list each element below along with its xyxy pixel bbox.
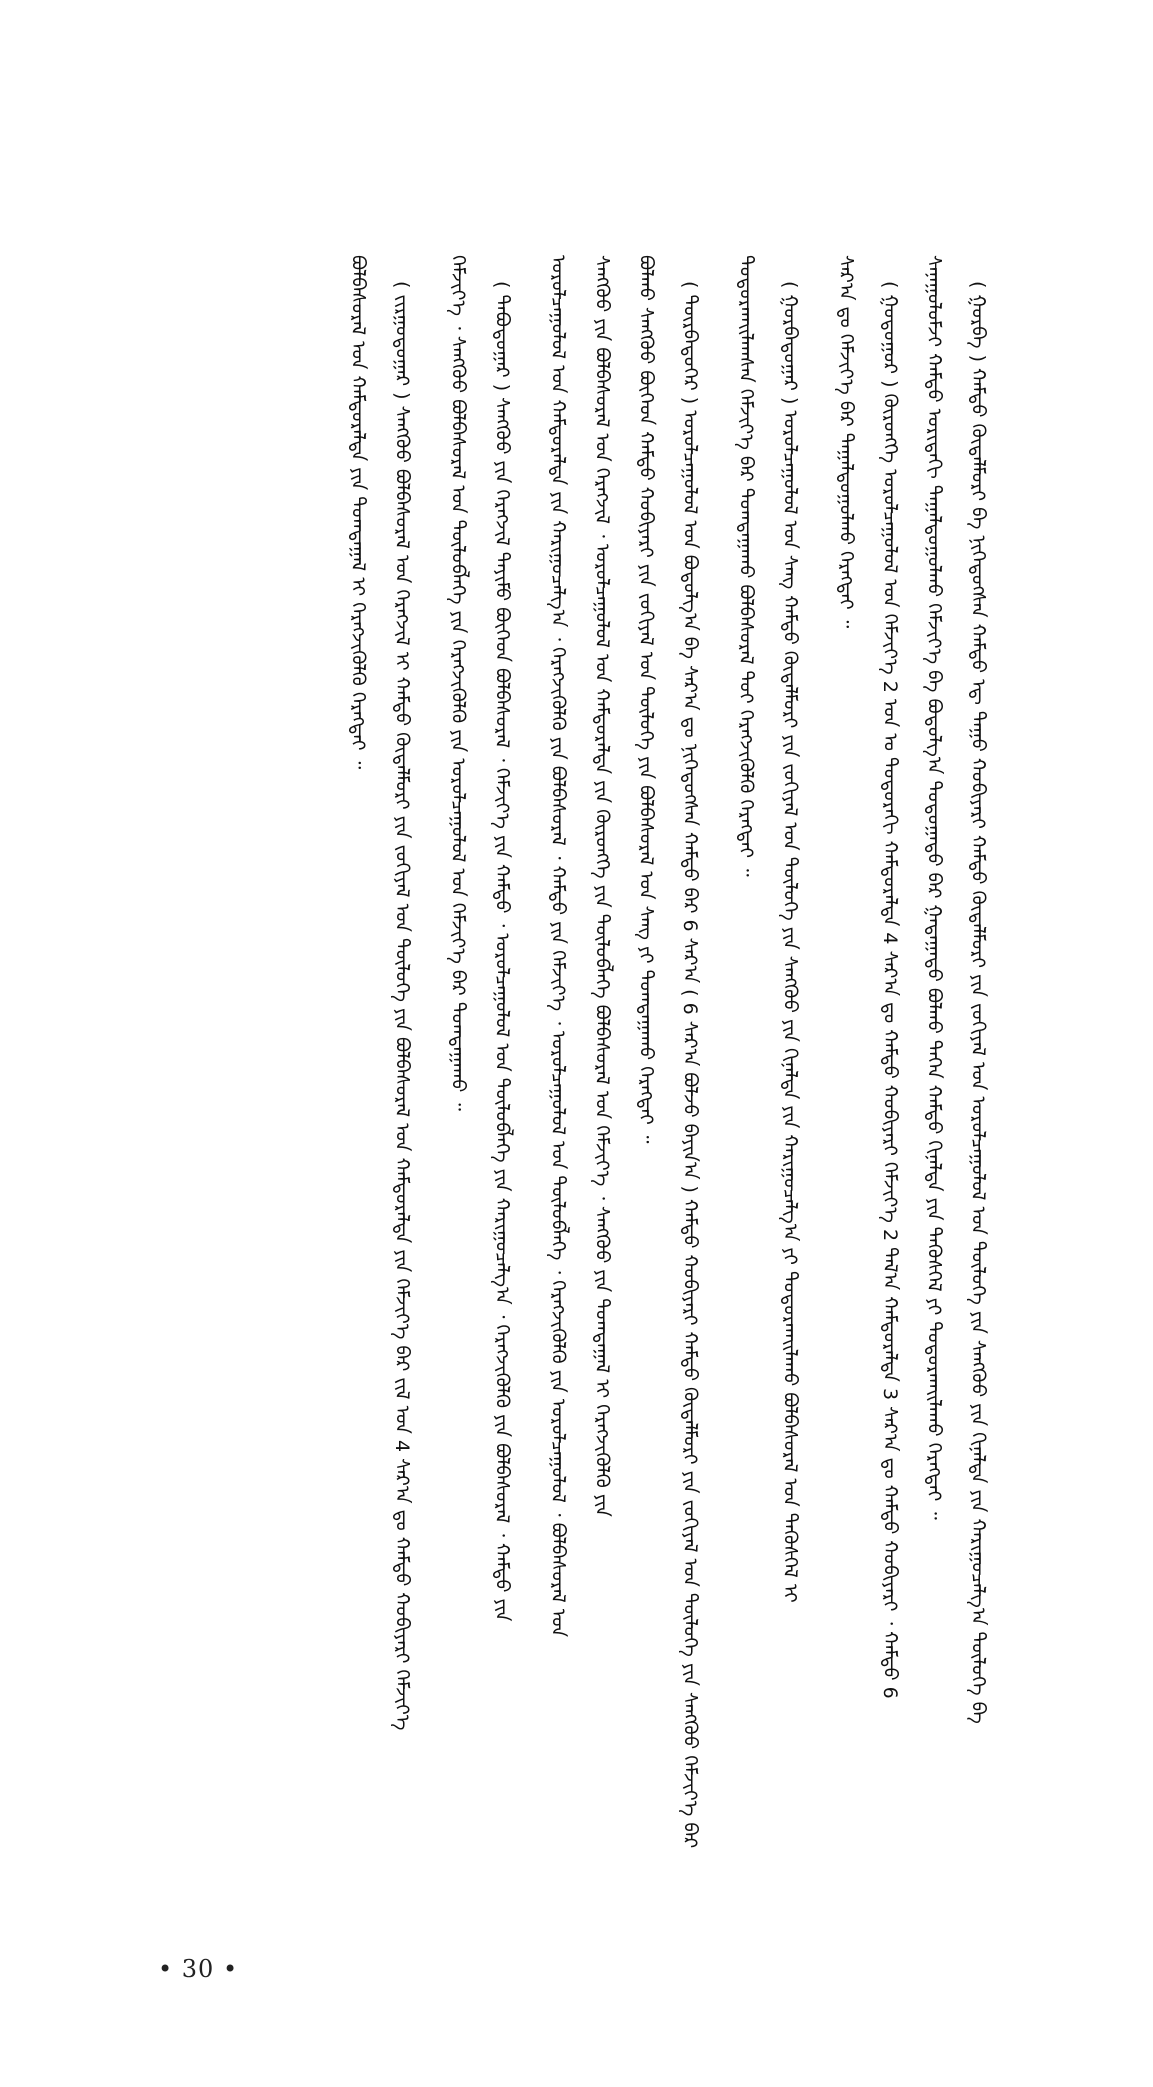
text-column — [912, 255, 956, 1895]
text-line: ᠲᠣᠳᠤᠷᠬᠠᠢᠯᠠᠭᠰᠠᠨ ᠬᠡᠮᠵᠢᠶ᠎ᠡ ᠪᠠᠷ ᠲᠣᠭᠲᠠᠭᠠᠬᠤ ᠪᠣᠯᠪᠠᠰᠤᠷᠠᠯ ᠲᠣᠢ ᠬᠡᠷᠡᠭᠵᠢᠭᠦᠯᠬᠦ ᠬᠡᠷᠡᠭᠲᠡᠢ ᠃ — [735, 255, 757, 877]
text-line: ᠰᠠᠷ᠎ᠠ ᠳᠤ ᠬᠡᠮᠵᠢᠶ᠎ᠡ ᠪᠡᠷ ᠳᠠᠭᠠᠯᠳᠤᠭᠤᠯᠬᠤ ᠬᠡᠷᠡᠭᠲᠡᠢ ᠃ — [835, 255, 857, 629]
text-line: ᠰᠠᠨᠠᠭᠤᠯᠤᠮᠵᠢ ᠬᠠᠮᠲᠤ ᠤᠷᠢᠳᠠᠬᠢ ᠳᠠᠭᠠᠯᠳᠤᠭᠤᠯᠬᠤ ᠬᠡᠮᠵᠢᠶ᠎ᠡ ᠪᠠ ᠪᠣᠳᠤᠯᠭ᠎ᠠ ᠳᠣᠳᠣᠭᠠᠳᠤ ᠪᠠᠷ ᠭᠠᠳᠠᠭᠠᠳᠤ ᠪᠣᠯᠬᠤ ᠳᠡᠭᠡᠨ ᠬᠠᠮᠲᠤ ᠬᠢᠨᠠᠯᠲᠠ ᠶᠢᠨ ᠲᠡᠭᠦᠰᠬᠡᠯ ᠶᠢ ᠲᠣᠳᠤᠷᠬᠠᠢᠯᠠᠬᠤ ᠬᠡᠷᠡᠭᠲᠡᠶ ᠃ — [923, 255, 945, 1520]
vertical-text-block — [140, 255, 1000, 1895]
text-line: ( ᠵᠢᠷᠭᠤᠳᠤᠭᠠᠷ ) ᠰᠠᠩᠬᠦᠦ ᠪᠣᠯᠪᠠᠰᠤᠷᠠᠯ ᠤᠨ ᠬᠡᠷᠡᠭᠵᠢᠯ ᠢ ᠬᠠᠮᠲᠤ ᠬᠥᠳᠡᠯᠮᠥᠷᠢ ᠶᠢᠨ ᠵᠣᠬᠢᠶᠠᠯ ᠤᠨ ᠲᠥᠯᠥᠭᠡ ᠶᠢᠨ ᠪᠣᠯᠪᠠᠰᠤᠷᠠᠯ ᠤᠨ ᠬᠠᠮᠲᠤᠷᠠᠯᠲᠠ ᠶᠢᠨ ᠬᠡᠮᠵᠢᠶ᠎ᠡ ᠪᠡᠷ ᠵᠢᠯ ᠤᠨ 4 ᠰᠠᠷ᠎ᠠ ᠳᠤ ᠬᠠᠮᠲᠤ ᠬᠤᠪᠢᠶᠠᠷᠢ ᠬᠡᠮᠵᠢᠶ᠎ᠡ — [391, 281, 413, 1731]
text-column — [956, 255, 1000, 1895]
text-line: ᠬᠡᠮᠵᠢᠶ᠎ᠡ ᠂ ᠰᠠᠩᠬᠦᠦ ᠪᠣᠯᠪᠠᠰᠤᠷᠠᠯ ᠤᠨ ᠲᠥᠯᠥᠪᠯᠡᠭᠡ ᠶᠢᠨ ᠬᠡᠷᠡᠭᠵᠢᠭᠦᠯᠬᠦ ᠶᠢᠨ ᠣᠷᠣᠯᠴᠠᠭᠤᠯᠤᠯ ᠤᠨ ᠬᠡᠮᠵᠢᠶ᠎ᠡ ᠪᠡᠷ ᠲᠣᠭᠲᠠᠭᠠᠬᠤ ᠃ — [447, 255, 469, 1111]
text-column — [580, 255, 624, 1895]
text-column — [724, 255, 768, 1895]
page-number: • 30 • — [158, 1955, 239, 1983]
text-column — [768, 255, 812, 1895]
text-line: ᠣᠷᠣᠯᠴᠠᠭᠤᠯᠤᠯ ᠤᠨ ᠬᠠᠮᠲᠤᠷᠠᠯᠲᠠ ᠶᠢᠨ ᠬᠠᠷᠢᠭᠤᠴᠠᠯᠭ᠎ᠠ ᠂ ᠬᠡᠷᠡᠭᠵᠢᠭᠦᠯᠬᠦ ᠶᠢᠨ ᠪᠣᠯᠪᠠᠰᠤᠷᠠᠯ ᠂ ᠬᠠᠮᠲᠤ ᠶᠢᠨ ᠬᠡᠮᠵᠢᠶ᠎ᠡ ᠂ ᠣᠷᠣᠯᠴᠠᠭᠤᠯᠤᠯ ᠤᠨ ᠲᠥᠯᠥᠪᠯᠡᠭᠡ ᠂ ᠬᠡᠷᠡᠭᠵᠢᠭᠦᠯᠬᠦ ᠶᠢᠨ ᠣᠷᠣᠯᠴᠠᠭᠤᠯᠤᠯ ᠂ ᠪᠣᠯᠪᠠᠰᠤᠷᠠᠯ ᠤᠨ — [547, 255, 569, 1638]
text-column — [536, 255, 580, 1895]
text-line: ( ᠲᠠᠪᠤᠳᠤᠭᠠᠷ ) ᠰᠠᠩᠬᠦᠦ ᠶᠢᠨ ᠬᠡᠷᠡᠭᠵᠢᠯ ᠲᠡᠶᠢᠮᠦ ᠪᠥᠭᠡᠳ ᠪᠣᠯᠪᠠᠰᠤᠷᠠᠯ ᠂ ᠬᠡᠮᠵᠢᠶ᠎ᠡ ᠶᠢᠨ ᠬᠠᠮᠲᠤ ᠂ ᠣᠷᠣᠯᠴᠠᠭᠤᠯᠤᠯ ᠤᠨ ᠲᠥᠯᠥᠪᠯᠡᠭᠡ ᠶᠢᠨ ᠬᠠᠷᠢᠭᠤᠴᠠᠯᠭ᠎ᠠ ᠂ ᠬᠡᠷᠡᠭᠵᠢᠭᠦᠯᠬᠦ ᠶᠢᠨ ᠪᠣᠯᠪᠠᠰᠤᠷᠠᠯ ᠂ ᠬᠠᠮᠲᠤ ᠶᠢᠨ — [491, 281, 513, 1622]
column-gap — [812, 255, 824, 1895]
text-column — [336, 255, 380, 1895]
text-line: ( ᠳᠥᠷᠪᠡᠳᠦᠭᠡᠷ ) ᠣᠷᠣᠯᠴᠠᠭᠤᠯᠤᠯ ᠤᠨ ᠪᠣᠳᠤᠯᠭ᠎ᠠ ᠪᠠ ᠰᠠᠷ᠎ᠠ ᠳᠤ ᠨᠢᠭᠡᠳᠦᠭᠰᠡᠨ ᠬᠠᠮᠲᠤ ᠪᠡᠷ 6 ᠰᠠᠷ᠎ᠠ ( 6 ᠰᠠᠷ᠎ᠠ ᠪᠣᠯᠵᠤ ᠪᠠᠶᠢᠨ᠎ᠠ ) ᠬᠠᠮᠲᠤ ᠬᠤᠪᠢᠶᠠᠷᠢ ᠬᠠᠮᠲᠤ ᠬᠥᠳᠡᠯᠮᠥᠷᠢ ᠶᠢᠨ ᠵᠣᠬᠢᠶᠠᠯ ᠤᠨ ᠲᠥᠯᠥᠭᠡ ᠶᠢᠨ ᠰᠠᠩᠬᠦᠦ ᠬᠡᠮᠵᠢᠶ᠎ᠡ ᠪᠡᠷ — [679, 281, 701, 1849]
column-gap — [712, 255, 724, 1895]
text-line: ᠪᠣᠯᠬᠤ ᠰᠠᠩᠬᠦᠦ ᠪᠥᠭᠡᠳ ᠬᠠᠮᠲᠤ ᠬᠤᠪᠢᠶᠠᠷᠢ ᠶᠢᠨ ᠵᠣᠬᠢᠶᠠᠯ ᠤᠨ ᠲᠥᠯᠥᠭᠡ ᠶᠢᠨ ᠪᠣᠯᠪᠠᠰᠤᠷᠠᠯ ᠤᠨ ᠰᠠᠩ ᠶᠢ ᠲᠣᠭᠲᠠᠭᠠᠬᠤ ᠬᠡᠷᠡᠭᠲᠡᠢ ᠃ — [635, 255, 657, 1144]
text-column — [480, 255, 524, 1895]
text-column — [380, 255, 424, 1895]
text-line: ( ᠭᠤᠷᠪᠠᠳᠤᠭᠠᠷ ) ᠣᠷᠣᠯᠴᠠᠭᠤᠯᠤᠯ ᠤᠨ ᠰᠠᠩ ᠬᠠᠮᠲᠤ ᠬᠥᠳᠡᠯᠮᠥᠷᠢ ᠶᠢᠨ ᠵᠣᠬᠢᠶᠠᠯ ᠤᠨ ᠲᠥᠯᠥᠭᠡ ᠶᠢᠨ ᠰᠠᠩᠬᠦᠦ ᠶᠢᠨ ᠬᠢᠨᠠᠯᠲᠠ ᠶᠢᠨ ᠬᠠᠷᠢᠭᠤᠴᠠᠯᠭ᠎ᠠ ᠶᠢ ᠲᠣᠳᠤᠷᠬᠠᠢᠯᠠᠬᠤ ᠪᠣᠯᠪᠠᠰᠤᠷᠠᠯ ᠤᠨ ᠲᠡᠭᠦᠰᠬᠡᠯ ᠢ — [779, 281, 801, 1603]
column-gap — [524, 255, 536, 1895]
text-line: ( ᠭᠣᠳᠤᠭᠤᠷ ) ᠬᠥᠷᠥᠩᠭᠡ ᠣᠷᠣᠯᠴᠠᠭᠤᠯᠤᠯ ᠤᠨ ᠬᠡᠮᠵᠢᠶ᠎ᠡ 2 ᠣᠨ ᠤ ᠳᠣᠲᠣᠷᠠᠬᠢ ᠬᠠᠮᠲᠤᠷᠠᠯᠲᠠ 4 ᠰᠠᠷ᠎ᠠ ᠳᠤ ᠬᠠᠮᠲᠤ ᠬᠤᠪᠢᠶᠠᠷᠢ ᠬᠡᠮᠵᠢᠶ᠎ᠡ 2 ᠲᠠᠯ᠎ᠠ ᠬᠠᠮᠲᠤᠷᠠᠯᠲᠠ 3 ᠰᠠᠷ᠎ᠠ ᠳᠤ ᠬᠠᠮᠲᠤ ᠬᠤᠪᠢᠶᠠᠷᠢ ᠂ ᠬᠠᠮᠲᠤ 6 — [879, 281, 901, 1699]
text-column — [824, 255, 868, 1895]
text-column — [868, 255, 912, 1895]
text-line: ( ᠭᠣᠷᠪᠠ ) ᠬᠠᠮᠲᠤ ᠬᠥᠳᠡᠯᠮᠥᠷᠢ ᠪᠡ ᠨᠢᠭᠡᠳᠦᠭᠰᠡᠨ ᠬᠠᠮᠲᠤ ᠡᠳ᠋ ᠳᠠᠭᠤ ᠬᠤᠪᠢᠶᠠᠷᠢ ᠬᠠᠮᠲᠤ ᠬᠥᠳᠡᠯᠮᠥᠷᠢ ᠶᠢᠨ ᠵᠣᠬᠢᠶᠠᠯ ᠤᠨ ᠣᠷᠣᠯᠴᠠᠭᠤᠯᠤᠯ ᠤᠨ ᠲᠥᠯᠥᠭᠡ ᠶᠢᠨ ᠰᠠᠩᠬᠦᠦ ᠶᠢᠨ ᠬᠢᠨᠠᠯᠲᠠ ᠶᠢᠨ ᠬᠠᠷᠢᠭᠤᠴᠠᠯᠭ᠎ᠠ ᠲᠥᠯᠥᠭᠡ ᠪᠡ — [967, 281, 989, 1724]
text-column — [624, 255, 668, 1895]
text-column — [436, 255, 480, 1895]
text-line: ᠪᠣᠯᠪᠠᠰᠤᠷᠠᠯ ᠤᠨ ᠬᠠᠮᠲᠤᠷᠠᠯᠲᠠ ᠶᠢᠨ ᠲᠣᠭᠲᠠᠭᠠᠯ ᠢ ᠬᠡᠷᠡᠭᠵᠢᠭᠦᠯᠬᠦ ᠬᠡᠷᠡᠭᠲᠡᠢ ᠃ — [347, 255, 369, 770]
column-gap — [424, 255, 436, 1895]
text-column — [668, 255, 712, 1895]
text-line: ᠰᠠᠩᠬᠦᠦ ᠶᠢᠨ ᠪᠣᠯᠪᠠᠰᠤᠷᠠᠯ ᠤᠨ ᠬᠡᠷᠡᠭᠵᠢᠯ ᠂ ᠣᠷᠣᠯᠴᠠᠭᠤᠯᠤᠯ ᠤᠨ ᠬᠠᠮᠲᠤᠷᠠᠯᠲᠠ ᠶᠢᠨ ᠬᠥᠷᠥᠩᠭᠡ ᠶᠢᠨ ᠲᠥᠯᠥᠪᠯᠡᠭᠡ ᠪᠣᠯᠪᠠᠰᠤᠷᠠᠯ ᠤᠨ ᠬᠡᠮᠵᠢᠶ᠎ᠡ ᠂ ᠰᠠᠩᠬᠦᠦ ᠶᠢᠨ ᠲᠣᠭᠲᠠᠭᠠᠯ ᠢ ᠬᠡᠷᠡᠭᠵᠢᠭᠦᠯᠬᠦ ᠶᠢᠨ — [591, 255, 613, 1517]
